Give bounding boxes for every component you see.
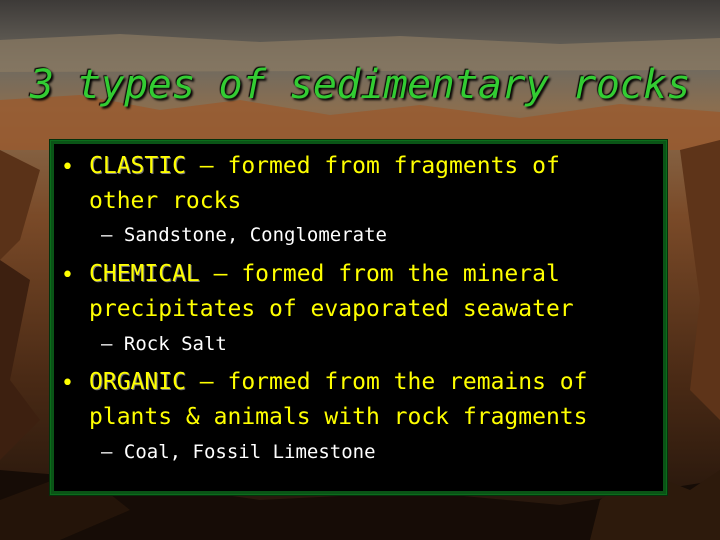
term-clastic: CLASTIC <box>89 153 186 179</box>
bullet-point: • <box>61 155 74 180</box>
list-item-clastic <box>89 149 560 184</box>
content-panel <box>50 140 667 495</box>
item-description-continued: precipitates of evaporated seawater <box>89 296 574 322</box>
item-description: – formed from the remains of <box>185 369 588 395</box>
item-description-continued: other rocks <box>89 188 242 214</box>
term-organic: ORGANIC <box>89 369 186 395</box>
term-chemical: CHEMICAL <box>89 261 200 287</box>
example-chemical: – Rock Salt <box>101 333 227 355</box>
example-clastic: – Sandstone, Conglomerate <box>101 224 387 246</box>
item-description: – formed from the mineral <box>199 261 560 287</box>
bullet-point: • <box>61 263 74 288</box>
list-item-organic <box>89 365 588 400</box>
list-item-chemical <box>89 257 560 292</box>
item-description-continued: plants & animals with rock fragments <box>89 404 588 430</box>
bullet-point: • <box>61 371 74 396</box>
slide-title: 3 types of sedimentary rocks <box>29 62 691 108</box>
item-description: – formed from fragments of <box>185 153 560 179</box>
example-organic: – Coal, Fossil Limestone <box>101 441 376 463</box>
